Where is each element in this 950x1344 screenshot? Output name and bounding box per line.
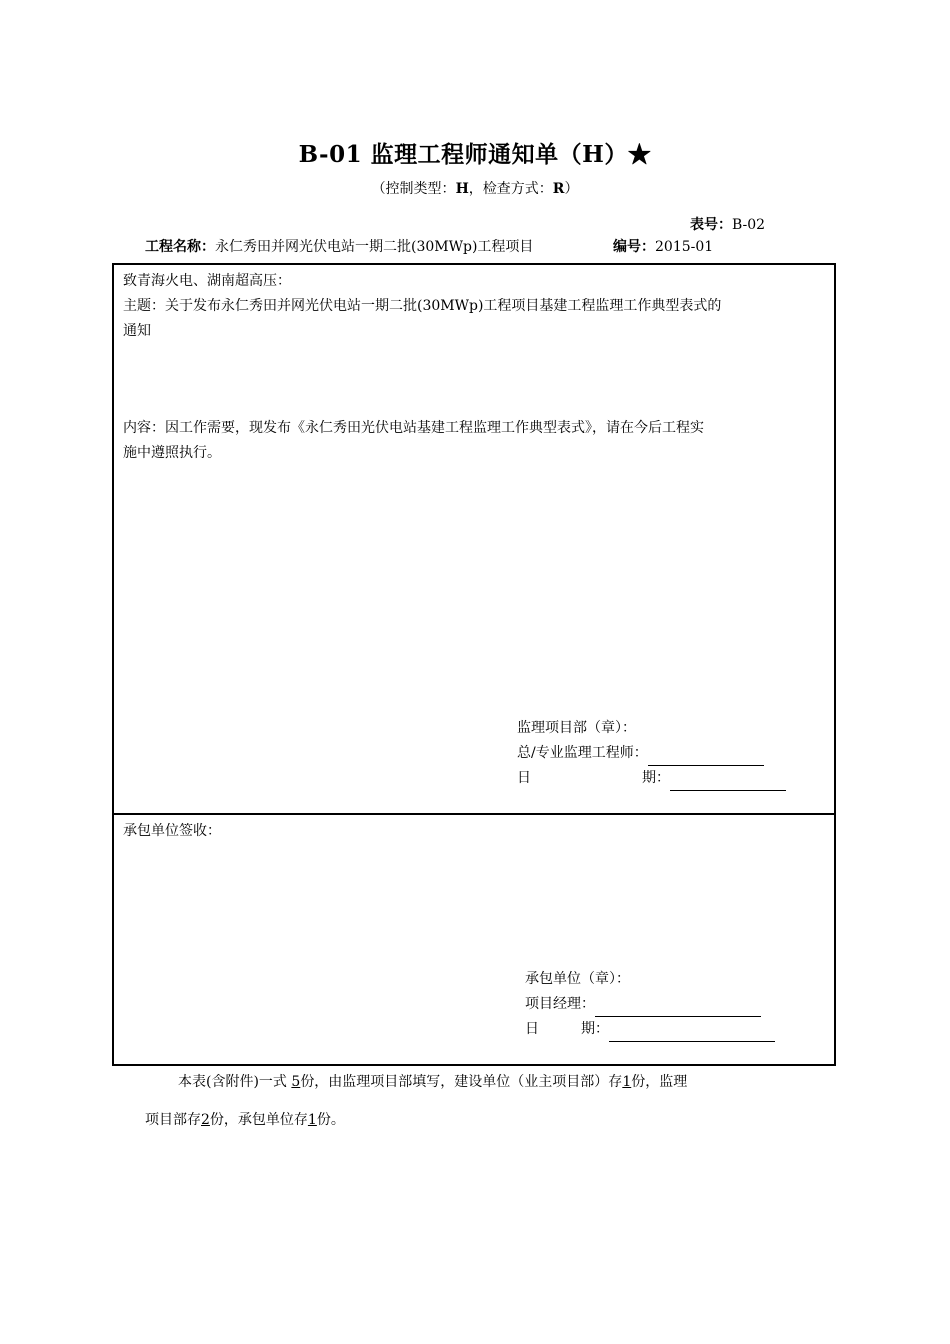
receipt-date-label-b: 期： bbox=[581, 1021, 609, 1037]
note-text: 本表(含附件)一式 bbox=[178, 1074, 287, 1090]
note-text: 份，由监理项目部填写，建设单位（业主项目部）存 bbox=[300, 1074, 623, 1090]
serial-number bbox=[613, 236, 713, 256]
notice-content-line2: 施中遵照执行。 bbox=[123, 445, 221, 461]
contractor-seal: 承包单位（章）： bbox=[525, 971, 630, 987]
subtitle-prefix: （控制类型： bbox=[371, 181, 456, 197]
form-number-label: 表号： bbox=[690, 217, 732, 233]
notice-box bbox=[112, 263, 836, 815]
notice-date-label-b: 期： bbox=[642, 770, 670, 786]
project-name-label: 工程名称： bbox=[145, 239, 215, 255]
serial-number-value: 2015-01 bbox=[655, 239, 714, 255]
notice-subject-line2: 通知 bbox=[123, 323, 151, 339]
notice-date-label-a: 日 bbox=[517, 770, 531, 786]
chief-engineer-signature bbox=[517, 741, 764, 766]
project-name-value: 永仁秀田并网光伏电站一期二批(30MWp)工程项目 bbox=[215, 239, 534, 255]
receipt-date bbox=[581, 1017, 775, 1042]
chief-engineer-signature-line bbox=[648, 747, 764, 766]
notice-content-line1: 内容：因工作需要，现发布《永仁秀田光伏电站基建工程监理工作典型表式》，请在今后工程实 bbox=[123, 420, 704, 436]
notice-subject-line1: 主题：关于发布永仁秀田并网光伏电站一期二批(30MWp)工程项目基建工程监理工作典型表式的 bbox=[123, 298, 722, 314]
subtitle-mid: ，检查方式： bbox=[468, 181, 553, 197]
note-text: 项目部存 bbox=[145, 1112, 201, 1128]
copies-owner: 1 bbox=[622, 1074, 632, 1090]
copies-contractor: 1 bbox=[307, 1112, 317, 1128]
project-name bbox=[145, 236, 533, 256]
control-subtitle bbox=[0, 178, 950, 198]
project-manager-signature bbox=[525, 992, 761, 1017]
distribution-note-line1 bbox=[178, 1071, 687, 1091]
contractor-receipt-label: 承包单位签收： bbox=[123, 823, 221, 839]
receipt-box bbox=[112, 813, 836, 1066]
copies-supervision: 2 bbox=[201, 1112, 210, 1128]
supervision-dept-seal: 监理项目部（章）： bbox=[517, 720, 636, 736]
check-method: R bbox=[552, 181, 565, 197]
note-text: 份。 bbox=[316, 1112, 345, 1128]
project-manager-signature-line bbox=[595, 998, 761, 1017]
serial-number-label: 编号： bbox=[613, 239, 655, 255]
distribution-note-line2 bbox=[145, 1109, 345, 1129]
control-type: H bbox=[455, 181, 469, 197]
chief-engineer-label: 总/专业监理工程师： bbox=[517, 745, 648, 761]
receipt-date-line bbox=[609, 1023, 775, 1042]
note-text: 份，承包单位存 bbox=[209, 1112, 308, 1128]
subtitle-suffix: ） bbox=[564, 181, 579, 197]
notice-date bbox=[642, 766, 786, 791]
document-title: B-01 监理工程师通知单（H）★ bbox=[298, 141, 652, 168]
form-number-value: B-02 bbox=[732, 217, 766, 233]
receipt-date-label-a: 日 bbox=[525, 1021, 539, 1037]
copies-total: 5 bbox=[291, 1074, 301, 1090]
notice-recipient: 致青海火电、湖南超高压： bbox=[123, 273, 291, 289]
project-manager-label: 项目经理： bbox=[525, 996, 595, 1012]
note-text: 份，监理 bbox=[631, 1074, 688, 1090]
notice-date-line bbox=[670, 772, 786, 791]
form-number bbox=[690, 214, 765, 234]
